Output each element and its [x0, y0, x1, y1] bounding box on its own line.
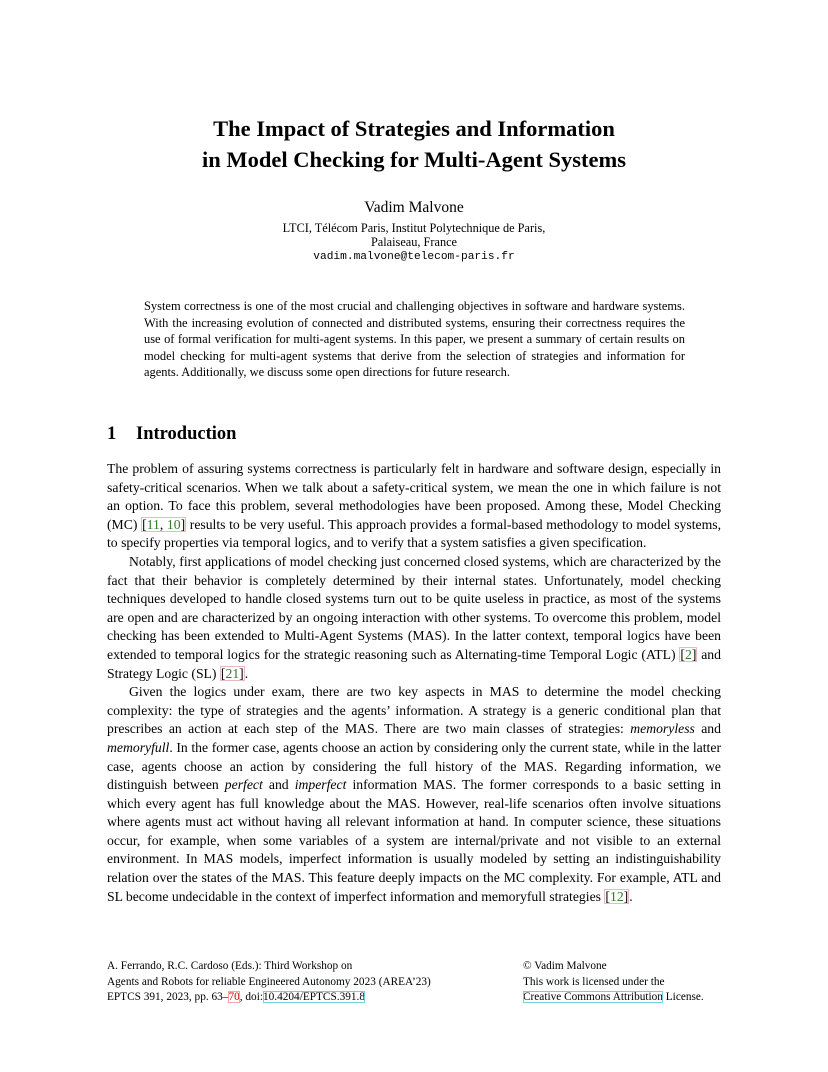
emphasis: perfect	[224, 777, 263, 793]
footer-line: EPTCS 391, 2023, pp. 63–70, doi:10.4204/EPTCS.391.8	[107, 991, 365, 1004]
section-title: Introduction	[136, 424, 237, 444]
footer-line: Agents and Robots for reliable Engineered Autonomy 2023 (AREA’23)	[107, 975, 431, 988]
affiliation-line-1: LTCI, Télécom Paris, Institut Polytechnique de Paris,	[282, 221, 546, 235]
author-email: vadim.malvone@telecom-paris.fr	[313, 251, 515, 263]
section-number: 1	[107, 424, 117, 444]
title-line-2: in Model Checking for Multi-Agent Systems	[202, 147, 626, 172]
doi-link[interactable]: 10.4204/EPTCS.391.8	[262, 991, 365, 1004]
citation-link[interactable]: 2	[684, 646, 692, 662]
license-line: Creative Commons Attribution License.	[523, 991, 704, 1004]
footer-line: A. Ferrando, R.C. Cardoso (Eds.): Third Workshop on	[107, 960, 353, 972]
affiliation	[0, 221, 828, 249]
copyright-line: © Vadim Malvone	[523, 960, 607, 972]
author-name: Vadim Malvone	[364, 199, 464, 216]
section-body	[107, 460, 721, 906]
citation-link[interactable]: 11	[146, 516, 160, 532]
emphasis: imperfect	[294, 777, 347, 793]
abstract: System correctness is one of the most crucial and challenging objectives in software and hardware systems. With the increasing evolution of connected and distributed systems, ensuring their correctness requires the use of formal verification for multi-agent systems. In this paper, we present a summary of certain results on model checking for multi-agent systems that derive from the selection of strategies and information for agents. Additionally, we discuss some open directions for future research.	[144, 299, 685, 380]
footer-license	[523, 959, 743, 1006]
citation: [11, 10]	[142, 516, 186, 532]
citation-link[interactable]: 10	[166, 516, 181, 532]
paper-title	[100, 113, 728, 175]
citation-link[interactable]: 12	[609, 888, 624, 904]
citation: [21]	[220, 665, 244, 681]
citation-link[interactable]: 21	[225, 665, 240, 681]
citation: [2]	[680, 646, 697, 662]
affiliation-line-2: Palaiseau, France	[370, 235, 458, 249]
section-heading	[107, 424, 236, 445]
page-link[interactable]: 70	[228, 991, 240, 1004]
emphasis: memoryless	[630, 721, 695, 737]
title-line-1: The Impact of Strategies and Information	[213, 116, 615, 141]
citation: [12]	[605, 888, 629, 904]
license-link[interactable]: Creative Commons Attribution	[523, 991, 663, 1004]
emphasis: memoryfull	[107, 739, 170, 755]
paragraph-1: The problem of assuring systems correctness is particularly felt in hardware and software design, especially in safety-critical scenarios. When we talk about a safety-critical system, we mean the one in which failure is not an option. To face this problem, several methodologies have been proposed. Among these, Model Checking (MC) [11, 10] results to be very useful. This approach provides a formal-based methodology to model systems, to specify properties via temporal logics, and to verify that a system satisfies a given specification.	[107, 461, 722, 551]
paragraph-2: Notably, first applications of model checking just concerned closed systems, which are characterized by the fact that their behavior is completely determined by their internal states. Unfortunately, model checking techniques developed to handle closed systems turn out to be quite useless in practice, as most of the systems are open and are characterized by an ongoing interaction with other systems. To overcome this problem, model checking has been extended to Multi-Agent Systems (MAS). In the latter context, temporal logics have been extended to temporal logics for the strategic reasoning such as Alternating-time Temporal Logic (ATL) [2] and Strategy Logic (SL) [21].	[107, 553, 721, 681]
footer-venue	[107, 959, 507, 1006]
paragraph-3: Given the logics under exam, there are two key aspects in MAS to determine the model checking complexity: the type of strategies and the agents’ information. A strategy is a generic conditional plan that prescribes an action at each step of the MAS. There are two main classes of strategies: memoryless and memoryfull. In the former case, agents choose an action by considering only the current state, while in the latter case, agents choose an action by considering the full history of the MAS. Regarding information, we distinguish between perfect and imperfect information MAS. The former corresponds to a basic setting in which every agent has full knowledge about the MAS. However, real-life scenarios often involve situations where agents must act without having all relevant information at hand. In computer science, these situations occur, for example, when some variables of a system are internal/private and not visible to an external environment. In MAS models, imperfect information is usually modeled by setting an indistinguishability relation over the states of the MAS. This feature deeply impacts on the MC complexity. For example, ATL and SL become undecidable in the context of imperfect information and memoryfull strategies [12].	[107, 684, 722, 904]
license-line: This work is licensed under the	[523, 975, 665, 988]
